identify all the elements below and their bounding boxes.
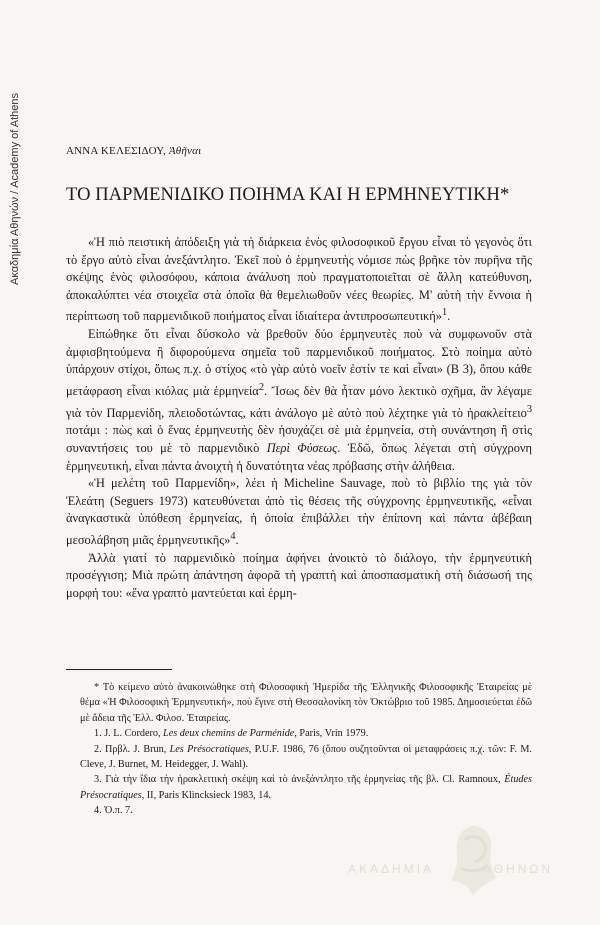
- footnote-ref-3[interactable]: 3: [526, 403, 532, 415]
- author-place: Ἀθῆναι: [168, 145, 202, 157]
- paragraph-2-text-a: Εἰπώθηκε ὅτι εἶναι δύσκολο νὰ βρεθοῦν δύο ἑρμηνευτὲς ποὺ νὰ συμφωνοῦν στὰ ἀμφισβητούμενα ἢ διφορούμενα σημεῖα τοῦ παρμενιδικοῦ ποιήματος. Στὸ ποίημα αὐτὸ ὑπάρχουν στίχοι, ὅπως π.χ. ὁ στίχος «τὸ γὰρ αὐτὸ νοεῖν ἐστίν τε καὶ εἶναι» (Β 3), ὅπου κάθε μετάφραση εἶναι κιόλας μιὰ ἑρμηνεία: [66, 327, 532, 398]
- footnote-2-pre: 2. Πρβλ. J. Brun,: [94, 743, 170, 755]
- footnote-3: [80, 772, 532, 803]
- footnote-star: * Τὸ κείμενο αὐτὸ ἀνακοινώθηκε στὴ Φιλοσοφικὴ Ἡμερίδα τῆς Ἑλληνικῆς Φιλοσοφικῆς Ἑταιρείας μὲ θέμα «Ἡ Φιλοσοφικὴ Ἑρμηνευτική», ποὺ ἔγινε στὴ Θεσσαλονίκη τὸν Ὀκτώβριο τοῦ 1985. Δημοσιεύεται ἐδῶ μὲ ἄδεια τῆς Ἑλλ. Φιλοσ. Ἑταιρείας.: [80, 682, 532, 724]
- paragraph-4-text: Ἀλλὰ γιατί τὸ παρμενιδικὸ ποίημα ἀφήνει ἀνοικτὸ τὸ διάλογο, τὴν ἑρμηνευτικὴ προσέγγιση; Μιὰ πρώτη ἀπάντηση ἀφορᾶ τὴ γραπτὴ καὶ ἀποσπασματικὴ στὴ διάσωσή της μορφή του: «ἕνα γραπτὸ μαντεύεται καὶ ἑρμη-: [66, 550, 532, 600]
- footnote-ref-2[interactable]: 2: [258, 381, 264, 393]
- article-body: [66, 234, 532, 602]
- footnote-ref-1[interactable]: 1: [441, 307, 448, 319]
- footnotes: [80, 680, 532, 819]
- article-title: ΤΟ ΠΑΡΜΕΝΙΔΙΚΟ ΠΟΙΗΜΑ ΚΑΙ Η ΕΡΜΗΝΕΥΤΙΚΗ*: [66, 185, 510, 205]
- footnote-1-title: Les deux chemins de Parménide: [163, 728, 295, 740]
- footnote-1-post: , Paris, Vrin 1979.: [294, 728, 369, 740]
- paragraph-3: [66, 475, 532, 550]
- paragraph-2: [66, 326, 532, 475]
- paragraph-1: «Ἡ πιὸ πειστικὴ ἀπόδειξη γιὰ τὴ διάρκεια ἑνὸς φιλοσοφικοῦ ἔργου εἶναι τὸ γεγονὸς ὅτι τὸ ἔργο αὐτὸ εἶναι ἀνεξάντλητο. Ἐκεῖ ποὺ ὁ ἑρμηνευτὴς νόμισε πὼς βρῆκε τὸν πυρῆνα τῆς σκέψης ἑνὸς φιλοσόφου, κάποια ἀνάλυση ποὺ πραγματοποιεῖται σὲ ἄλλη κατεύθυνση, ἀποκαλύπτει νέα στοιχεῖα στὰ ὁποῖα θὰ θεμελιωθοῦν νέες θεωρίες. Μ' αὐτὴ τὴν ἔννοια ἡ περίπτωση τοῦ παρμενιδικοῦ ποιήματος εἶναι ἰδιαίτερα ἀντιπροσωπευτική»$^1$.: [66, 235, 532, 324]
- footnote-2-title: Les Présocratiques: [169, 743, 249, 755]
- footnote-ref-4[interactable]: 4: [230, 530, 236, 542]
- athena-seal-icon: [443, 820, 503, 900]
- paragraph-2-text-b: . Ἴσως δὲν θὰ ἦταν μόνο λεκτικὸ σχῆμα, ἂν λέγαμε γιὰ τὸν Παρμενίδη, πλειοδοτώντας, κάτι ἀνάλογο μὲ αὐτὸ ποὺ λέχτηκε γιὰ τὸ ἡρακλείτειο: [66, 384, 532, 420]
- paragraph-3-end: .: [235, 533, 239, 547]
- author-line: [66, 145, 201, 157]
- footnote-3-pre: 3. Γιὰ τὴν ἴδια τὴν ἡρακλειτικὴ σκέψη καὶ τὸ ἀνεξάντλητο τῆς ἑρμηνείας τῆς βλ. Cl. Ramnoux,: [94, 774, 505, 786]
- footnote-2-post: , P.U.F. 1986, 76 (ὅπου συζητοῦνται οἱ μεταφράσεις π.χ. τῶν: F. M. Cleve, J. Burnet, M. Heidegger, J. Wahl).: [80, 743, 532, 771]
- footnote-1: [80, 726, 532, 741]
- paragraph-2-work-title: Περὶ Φύσεως: [266, 440, 338, 455]
- footnote-divider: [66, 669, 172, 670]
- footnote-3-title: Études Présocratiques: [80, 774, 532, 801]
- paragraph-2-text-c: ποτάμι : πὼς καὶ ὁ ἕνας ἑρμηνευτὴς δὲν ἡσυχάζει σὲ μιὰ ἑρμηνεία, στὴ συνάντηση ἢ στὶς συναντήσεις του μὲ τὸ παρμενιδικὸ: [66, 423, 532, 455]
- footnote-1-pre: 1. J. L. Cordero,: [94, 728, 164, 740]
- author-name: ΑΝΝΑ ΚΕΛΕΣΙΔΟΥ,: [66, 145, 166, 157]
- footnote-2: [80, 742, 532, 773]
- footnote-4: 4. Ὁ.π. 7.: [94, 805, 133, 817]
- archive-label-text: Ακαδημία Αθηνών / Academy of Athens: [9, 92, 21, 285]
- academy-watermark: [348, 820, 578, 910]
- watermark-text-right: ΑΘΗΝΩΝ: [483, 862, 554, 876]
- paragraph-2-text-d: . Ἐδῶ, ὅπως λέγεται στὴ σύγχρονη ἑρμηνευτική, εἶναι πάντα ἀνοιχτὴ ἡ δυνατότητα νέας πρόβασης στὴν ἀλήθεια.: [66, 440, 532, 473]
- watermark-text-left: ΑΚΑΔΗΜΙΑ: [348, 862, 435, 876]
- side-archive-label: [6, 45, 26, 285]
- footnote-3-post: , II, Paris Klincksieck 1983, 14.: [141, 789, 271, 801]
- paragraph-1-text: «Ἡ πιὸ πειστικὴ ἀπόδειξη γιὰ τὴ διάρκεια ἑνὸς φιλοσοφικοῦ ἔργου εἶναι τὸ γεγονὸς ὅτι τὸ ἔργο αὐτὸ εἶναι ἀνεξάντλητο. Ἐκεῖ ποὺ ὁ ἑρμηνευτὴς νόμισε πὼς βρῆκε τὸν πυρῆνα τῆς σκέψης ἑνὸς φιλοσόφου, κάποια ἀνάλυση ποὺ πραγματοποιεῖται σὲ ἄλλη κατεύθυνση, ἀποκαλύπτει νέα στοιχεῖα στὰ ὁποῖα θὰ θεμελιωθοῦν νέες θεωρίες. Μ' αὐτὴ τὴν ἔννοια ἡ περίπτωση τοῦ παρμενιδικοῦ ποιήματος εἶναι ἰδιαίτερα ἀντιπροσωπευτική»: [66, 235, 532, 324]
- paragraph-4: [66, 550, 532, 603]
- paragraph-3-text: «Ἡ μελέτη τοῦ Παρμενίδη», λέει ἡ Micheline Sauvage, ποὺ τὸ βιβλίο της γιὰ τὸν Ἐλεάτη (Seguers 1973) κατευθύνεται ἀπὸ τὶς θέσεις τῆς σύγχρονης ἑρμηνευτικῆς, «εἶναι ἀναγκαστικὰ ὑπόθεση ἑρμηνείας, ἡ ὁποία ἐπιβάλλει τὴν ἐπίπονη καὶ πάντα ἀβέβαιη μεσολάβηση μιᾶς ἑρμηνευτικῆς»: [66, 476, 532, 547]
